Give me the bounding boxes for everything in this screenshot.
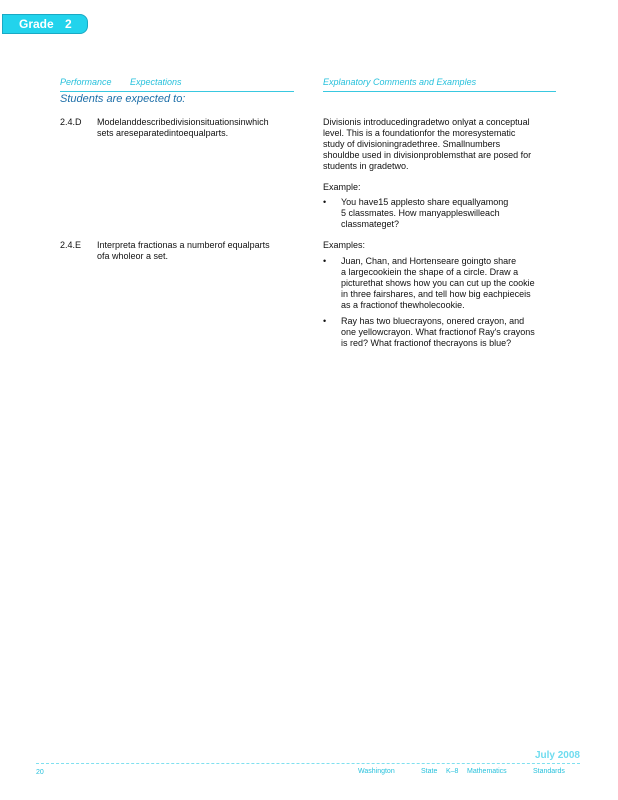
bullet-icon: • (323, 316, 327, 326)
grade-number: 2 (65, 17, 72, 31)
footer-word: State (421, 768, 438, 775)
page-number: 20 (36, 769, 44, 776)
example-item: You have15 applesto share equallyamong 5 classmates. How manyappleswilleach classmateget? (341, 197, 509, 229)
comments-heading: Explanatory Comments and Examples (323, 77, 477, 87)
footer-rule (36, 763, 580, 764)
example-label: Example: (323, 182, 361, 192)
expectations-heading: Expectations (130, 77, 182, 87)
expectation-text: Modelanddescribedivisionsituationsinwhich sets areseparatedintoequalparts. (97, 117, 269, 138)
right-heading-rule (323, 91, 556, 92)
grade-label: Grade (19, 17, 54, 31)
example-label: Examples: (323, 240, 366, 250)
grade-tab (2, 14, 88, 34)
left-heading-rule (60, 91, 294, 92)
footer-word: Mathematics (467, 768, 507, 775)
expectation-code: 2.4.E (60, 240, 82, 250)
performance-heading: Performance (60, 77, 112, 87)
footer-word: K–8 (446, 768, 459, 775)
footer-word: Washington (358, 768, 395, 775)
example-item: Juan, Chan, and Hortenseare goingto share a largecookiein the shape of a circle. Draw a picturethat shows how you can cut up the cookie in three fairshares, and tell how big eachpieceis as a fractionof thewholecookie. (341, 256, 535, 310)
expectation-code: 2.4.D (60, 117, 82, 127)
expectation-text: Interpreta fractionas a numberof equalparts ofa wholeor a set. (97, 240, 270, 261)
bullet-icon: • (323, 197, 327, 207)
students-expected-line: Students are expected to: (60, 93, 186, 105)
footer-word: Standards (533, 768, 565, 775)
explanatory-comment: Divisionis introducedingradetwo onlyat a conceptual level. This is a foundationfor the moresystematic study of divisioningradethree. Smallnumbers shouldbe used in divisionproblemsthat are posed for students in gradetwo. (323, 117, 532, 171)
footer-date: July 2008 (534, 750, 580, 761)
example-item: Ray has two bluecrayons, onered crayon, and one yellowcrayon. What fractionof Ray's crayons is red? What fractionof thecrayons is blue? (341, 316, 535, 348)
bullet-icon: • (323, 256, 327, 266)
